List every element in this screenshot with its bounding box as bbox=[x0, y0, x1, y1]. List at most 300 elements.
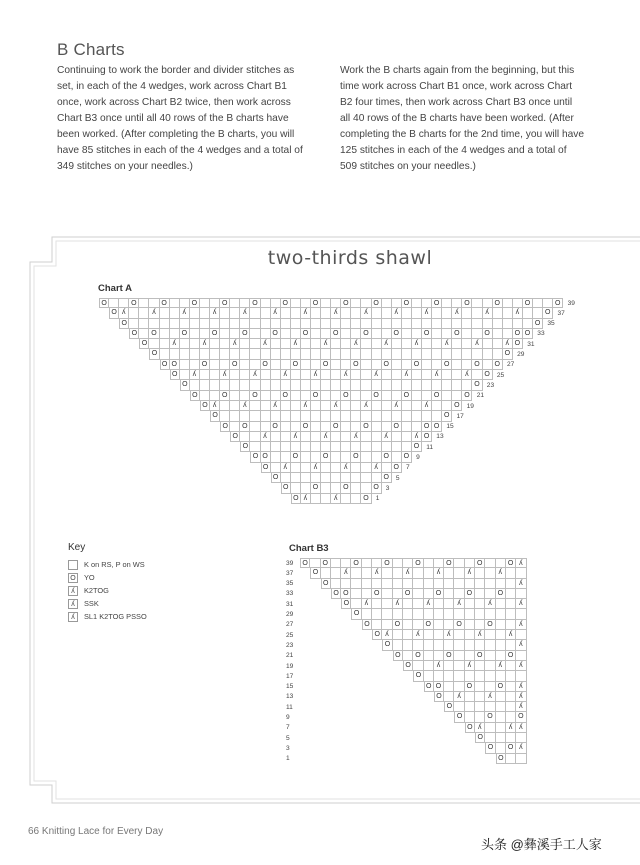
chart-cell bbox=[139, 494, 149, 504]
chart-cell bbox=[422, 473, 432, 483]
chart-cell: O bbox=[523, 329, 533, 339]
chart-cell bbox=[485, 630, 495, 640]
chart-cell bbox=[444, 682, 454, 692]
chart-cell: ʎ bbox=[311, 463, 321, 473]
chart-cell bbox=[291, 411, 301, 421]
row-number: 29 bbox=[286, 611, 294, 618]
chart-cell bbox=[382, 411, 392, 421]
chart-cell bbox=[496, 630, 506, 640]
chart-cell bbox=[444, 640, 454, 650]
chart-cell bbox=[311, 308, 321, 318]
chart-cell bbox=[160, 483, 170, 493]
chart-cell: O bbox=[382, 473, 392, 483]
chart-cell bbox=[109, 391, 119, 401]
chart-cell bbox=[210, 452, 220, 462]
chart-cell bbox=[465, 599, 475, 609]
chart-cell: O bbox=[452, 401, 462, 411]
chart-cell bbox=[291, 463, 301, 473]
chart-cell bbox=[372, 661, 382, 671]
chart-cell: O bbox=[424, 682, 434, 692]
chart-cell: O bbox=[301, 422, 311, 432]
chart-cell bbox=[351, 391, 361, 401]
chart-cell bbox=[99, 432, 109, 442]
chart-cell bbox=[503, 401, 513, 411]
row-number: 9 bbox=[416, 454, 420, 461]
chart-cell bbox=[119, 298, 129, 308]
chart-cell bbox=[422, 494, 432, 504]
chart-cell bbox=[413, 599, 423, 609]
chart-cell bbox=[533, 308, 543, 318]
chart-cell: O bbox=[300, 558, 310, 568]
chart-cell: O bbox=[230, 360, 240, 370]
chart-cell bbox=[444, 568, 454, 578]
chart-cell bbox=[434, 733, 444, 743]
chart-cell bbox=[422, 339, 432, 349]
chart-cell bbox=[250, 442, 260, 452]
chart-cell bbox=[341, 360, 351, 370]
chart-cell bbox=[462, 494, 472, 504]
chart-cell bbox=[109, 319, 119, 329]
chart-cell bbox=[261, 329, 271, 339]
chart-cell bbox=[351, 370, 361, 380]
chart-cell bbox=[351, 712, 361, 722]
chart-cell bbox=[403, 640, 413, 650]
chart-cell bbox=[310, 723, 320, 733]
chart-cell bbox=[506, 599, 516, 609]
chart-cell bbox=[513, 298, 523, 308]
chart-cell bbox=[160, 319, 170, 329]
chart-cell bbox=[493, 329, 503, 339]
chart-cell bbox=[483, 349, 493, 359]
chart-cell bbox=[109, 422, 119, 432]
chart-cell bbox=[483, 298, 493, 308]
chart-cell bbox=[119, 463, 129, 473]
chart-cell bbox=[170, 391, 180, 401]
chart-cell bbox=[341, 442, 351, 452]
chart-cell bbox=[472, 370, 482, 380]
chart-cell bbox=[281, 411, 291, 421]
chart-cell bbox=[129, 473, 139, 483]
chart-cell: O bbox=[160, 298, 170, 308]
chart-cell bbox=[311, 339, 321, 349]
chart-cell bbox=[382, 651, 392, 661]
chart-cell: O bbox=[341, 483, 351, 493]
chart-cell bbox=[442, 463, 452, 473]
chart-cell bbox=[506, 702, 516, 712]
chart-cell bbox=[250, 401, 260, 411]
chart-cell bbox=[543, 370, 553, 380]
chart-cell: O bbox=[372, 630, 382, 640]
chart-cell bbox=[331, 463, 341, 473]
chart-cell bbox=[402, 360, 412, 370]
chart-cell bbox=[310, 733, 320, 743]
chart-cell bbox=[310, 692, 320, 702]
chart-cell bbox=[472, 494, 482, 504]
chart-cell: O bbox=[341, 589, 351, 599]
chart-cell bbox=[402, 473, 412, 483]
chart-cell bbox=[543, 432, 553, 442]
chart-cell bbox=[412, 308, 422, 318]
chart-cell bbox=[310, 589, 320, 599]
chart-cell bbox=[496, 671, 506, 681]
row-number: 25 bbox=[496, 371, 505, 379]
chart-cell bbox=[462, 360, 472, 370]
chart-cell bbox=[321, 743, 331, 753]
chart-cell bbox=[452, 360, 462, 370]
chart-cell bbox=[331, 671, 341, 681]
chart-cell: ʎ bbox=[210, 308, 220, 318]
chart-cell bbox=[424, 609, 434, 619]
chart-cell bbox=[139, 463, 149, 473]
chart-cell: O bbox=[331, 422, 341, 432]
chart-cell bbox=[149, 401, 159, 411]
chart-cell bbox=[403, 723, 413, 733]
chart-cell bbox=[300, 712, 310, 722]
chart-cell bbox=[220, 432, 230, 442]
chart-cell bbox=[533, 411, 543, 421]
chart-cell: O bbox=[392, 463, 402, 473]
watermark: 头条 @彝溪手工人家 bbox=[481, 837, 602, 852]
chart-cell bbox=[190, 483, 200, 493]
chart-cell bbox=[220, 473, 230, 483]
chart-cell bbox=[321, 463, 331, 473]
chart-cell bbox=[483, 442, 493, 452]
chart-cell bbox=[129, 483, 139, 493]
chart-cell bbox=[250, 411, 260, 421]
chart-cell: ʎ bbox=[170, 339, 180, 349]
chart-cell bbox=[472, 442, 482, 452]
chart-cell bbox=[210, 380, 220, 390]
chart-cell bbox=[331, 483, 341, 493]
chart-cell bbox=[300, 579, 310, 589]
chart-cell bbox=[149, 360, 159, 370]
chart-cell bbox=[392, 452, 402, 462]
chart-cell bbox=[230, 308, 240, 318]
chart-cell bbox=[351, 463, 361, 473]
chart-cell bbox=[424, 733, 434, 743]
chart-cell bbox=[220, 452, 230, 462]
chart-cell bbox=[99, 349, 109, 359]
chart-cell bbox=[170, 401, 180, 411]
chart-cell bbox=[311, 329, 321, 339]
chart-a-grid bbox=[99, 298, 563, 504]
chart-cell bbox=[462, 422, 472, 432]
chart-cell bbox=[412, 422, 422, 432]
chart-cell bbox=[533, 401, 543, 411]
chart-cell bbox=[432, 380, 442, 390]
chart-cell bbox=[240, 463, 250, 473]
chart-cell bbox=[240, 380, 250, 390]
chart-cell bbox=[493, 339, 503, 349]
chart-cell bbox=[402, 483, 412, 493]
chart-cell: O bbox=[533, 319, 543, 329]
chart-cell: ʎ bbox=[220, 370, 230, 380]
chart-cell bbox=[200, 349, 210, 359]
chart-cell bbox=[543, 494, 553, 504]
chart-cell bbox=[533, 442, 543, 452]
chart-cell bbox=[230, 494, 240, 504]
chart-cell bbox=[321, 329, 331, 339]
chart-cell bbox=[190, 308, 200, 318]
chart-cell bbox=[434, 630, 444, 640]
chart-cell bbox=[392, 298, 402, 308]
chart-cell: O bbox=[465, 682, 475, 692]
chart-cell bbox=[139, 401, 149, 411]
chart-cell bbox=[300, 630, 310, 640]
chart-cell bbox=[382, 329, 392, 339]
chart-cell bbox=[321, 630, 331, 640]
chart-cell bbox=[382, 702, 392, 712]
key-item-sl1-k2tog-psso bbox=[68, 610, 147, 623]
chart-cell bbox=[493, 452, 503, 462]
chart-cell bbox=[412, 473, 422, 483]
chart-cell: ʎ bbox=[496, 568, 506, 578]
chart-cell bbox=[442, 391, 452, 401]
chart-cell bbox=[261, 411, 271, 421]
chart-cell bbox=[300, 640, 310, 650]
chart-cell bbox=[271, 463, 281, 473]
chart-cell bbox=[361, 432, 371, 442]
chart-cell bbox=[372, 754, 382, 764]
chart-cell bbox=[543, 380, 553, 390]
chart-cell bbox=[250, 432, 260, 442]
chart-cell bbox=[434, 651, 444, 661]
chart-cell: O bbox=[351, 452, 361, 462]
chart-cell bbox=[351, 319, 361, 329]
chart-cell bbox=[372, 360, 382, 370]
chart-cell bbox=[496, 733, 506, 743]
chart-cell bbox=[496, 599, 506, 609]
chart-cell bbox=[119, 452, 129, 462]
chart-cell bbox=[129, 422, 139, 432]
chart-cell: ʎ bbox=[516, 579, 526, 589]
chart-cell: O bbox=[434, 682, 444, 692]
chart-cell: O bbox=[200, 401, 210, 411]
chart-cell bbox=[240, 370, 250, 380]
chart-cell bbox=[109, 411, 119, 421]
chart-cell bbox=[361, 339, 371, 349]
chart-cell bbox=[424, 743, 434, 753]
chart-cell bbox=[475, 599, 485, 609]
chart-cell bbox=[240, 432, 250, 442]
chart-cell bbox=[261, 483, 271, 493]
chart-cell: O bbox=[493, 298, 503, 308]
chart-cell bbox=[393, 579, 403, 589]
chart-cell bbox=[361, 380, 371, 390]
chart-cell bbox=[190, 339, 200, 349]
chart-cell bbox=[321, 380, 331, 390]
chart-cell: O bbox=[454, 620, 464, 630]
chart-cell: ʎ bbox=[465, 568, 475, 578]
chart-cell bbox=[424, 754, 434, 764]
chart-cell: O bbox=[271, 422, 281, 432]
chart-cell bbox=[382, 401, 392, 411]
chart-cell bbox=[496, 558, 506, 568]
chart-cell bbox=[281, 422, 291, 432]
chart-cell bbox=[139, 329, 149, 339]
chart-cell bbox=[472, 319, 482, 329]
chart-cell bbox=[422, 360, 432, 370]
shawl-title: two-thirds shawl bbox=[267, 247, 433, 269]
chart-cell bbox=[382, 298, 392, 308]
chart-cell bbox=[321, 599, 331, 609]
chart-cell bbox=[240, 349, 250, 359]
chart-cell bbox=[553, 349, 563, 359]
chart-cell bbox=[301, 411, 311, 421]
chart-cell bbox=[149, 463, 159, 473]
chart-cell bbox=[250, 329, 260, 339]
chart-cell: ʎ bbox=[321, 339, 331, 349]
chart-cell bbox=[393, 712, 403, 722]
chart-cell bbox=[362, 702, 372, 712]
chart-cell bbox=[310, 712, 320, 722]
chart-cell: O bbox=[351, 360, 361, 370]
chart-cell bbox=[462, 308, 472, 318]
chart-cell: O bbox=[513, 329, 523, 339]
chart-cell bbox=[533, 380, 543, 390]
chart-cell bbox=[300, 733, 310, 743]
chart-cell bbox=[523, 360, 533, 370]
chart-cell: ʎ bbox=[200, 339, 210, 349]
chart-cell: O bbox=[434, 692, 444, 702]
chart-cell bbox=[311, 494, 321, 504]
chart-cell bbox=[442, 401, 452, 411]
chart-cell: ʎ bbox=[341, 463, 351, 473]
chart-cell bbox=[300, 568, 310, 578]
chart-cell bbox=[129, 370, 139, 380]
chart-cell: O bbox=[361, 494, 371, 504]
chart-cell bbox=[341, 558, 351, 568]
chart-cell bbox=[465, 640, 475, 650]
chart-cell bbox=[351, 308, 361, 318]
chart-cell bbox=[513, 452, 523, 462]
chart-cell: O bbox=[250, 452, 260, 462]
chart-cell: O bbox=[465, 723, 475, 733]
chart-cell bbox=[240, 391, 250, 401]
chart-cell bbox=[240, 411, 250, 421]
chart-cell bbox=[139, 308, 149, 318]
chart-cell: O bbox=[210, 411, 220, 421]
chart-cell bbox=[361, 319, 371, 329]
chart-cell bbox=[200, 473, 210, 483]
chart-cell bbox=[129, 319, 139, 329]
chart-cell bbox=[250, 380, 260, 390]
chart-cell bbox=[311, 473, 321, 483]
chart-cell: ʎ bbox=[503, 339, 513, 349]
sl1-k2tog-psso-icon: ʎ bbox=[68, 612, 78, 622]
chart-cell: O bbox=[180, 380, 190, 390]
chart-cell bbox=[553, 339, 563, 349]
chart-cell bbox=[513, 432, 523, 442]
chart-cell: O bbox=[483, 370, 493, 380]
chart-cell bbox=[220, 463, 230, 473]
chart-cell bbox=[452, 442, 462, 452]
chart-cell bbox=[403, 630, 413, 640]
row-number: 15 bbox=[286, 683, 294, 691]
key-label: K on RS, P on WS bbox=[84, 560, 145, 569]
chart-cell: ʎ bbox=[434, 661, 444, 671]
chart-cell bbox=[99, 463, 109, 473]
chart-cell bbox=[310, 579, 320, 589]
chart-cell bbox=[170, 442, 180, 452]
chart-cell bbox=[200, 442, 210, 452]
chart-cell bbox=[553, 452, 563, 462]
chart-cell bbox=[493, 349, 503, 359]
chart-cell bbox=[362, 558, 372, 568]
chart-cell bbox=[372, 733, 382, 743]
chart-cell bbox=[321, 702, 331, 712]
chart-cell bbox=[452, 349, 462, 359]
chart-cell: O bbox=[452, 329, 462, 339]
chart-cell bbox=[372, 329, 382, 339]
chart-cell bbox=[382, 692, 392, 702]
chart-cell bbox=[310, 620, 320, 630]
chart-cell bbox=[503, 494, 513, 504]
chart-cell: O bbox=[240, 422, 250, 432]
chart-cell: O bbox=[240, 442, 250, 452]
chart-cell bbox=[310, 558, 320, 568]
chart-cell bbox=[496, 651, 506, 661]
chart-cell: ʎ bbox=[119, 308, 129, 318]
chart-cell: ʎ bbox=[412, 339, 422, 349]
chart-cell: O bbox=[372, 483, 382, 493]
chart-cell bbox=[403, 743, 413, 753]
chart-cell bbox=[160, 463, 170, 473]
chart-cell: ʎ bbox=[454, 599, 464, 609]
chart-cell: O bbox=[503, 349, 513, 359]
chart-cell bbox=[506, 692, 516, 702]
chart-b3-grid bbox=[300, 558, 527, 764]
chart-cell: O bbox=[506, 743, 516, 753]
row-number: 35 bbox=[286, 580, 294, 588]
chart-cell bbox=[424, 630, 434, 640]
chart-cell bbox=[553, 432, 563, 442]
chart-cell bbox=[372, 671, 382, 681]
chart-cell: ʎ bbox=[240, 308, 250, 318]
chart-cell bbox=[149, 380, 159, 390]
chart-cell bbox=[331, 651, 341, 661]
chart-cell bbox=[200, 483, 210, 493]
chart-cell bbox=[424, 589, 434, 599]
chart-cell bbox=[413, 733, 423, 743]
chart-cell bbox=[382, 463, 392, 473]
chart-cell bbox=[472, 298, 482, 308]
chart-cell bbox=[553, 380, 563, 390]
chart-cell bbox=[240, 339, 250, 349]
chart-cell bbox=[402, 308, 412, 318]
chart-cell: O bbox=[422, 422, 432, 432]
chart-cell bbox=[413, 723, 423, 733]
key-item-ssk bbox=[68, 597, 99, 610]
chart-cell bbox=[393, 568, 403, 578]
chart-cell bbox=[523, 483, 533, 493]
chart-cell bbox=[403, 692, 413, 702]
chart-cell bbox=[190, 380, 200, 390]
chart-cell bbox=[220, 442, 230, 452]
chart-cell bbox=[452, 473, 462, 483]
chart-cell bbox=[230, 329, 240, 339]
chart-cell bbox=[444, 754, 454, 764]
chart-cell bbox=[180, 422, 190, 432]
chart-cell bbox=[503, 463, 513, 473]
row-number: 21 bbox=[476, 392, 485, 400]
chart-cell bbox=[422, 411, 432, 421]
chart-cell bbox=[372, 692, 382, 702]
chart-cell bbox=[465, 743, 475, 753]
chart-cell bbox=[493, 422, 503, 432]
chart-cell: O bbox=[129, 298, 139, 308]
chart-cell bbox=[190, 329, 200, 339]
